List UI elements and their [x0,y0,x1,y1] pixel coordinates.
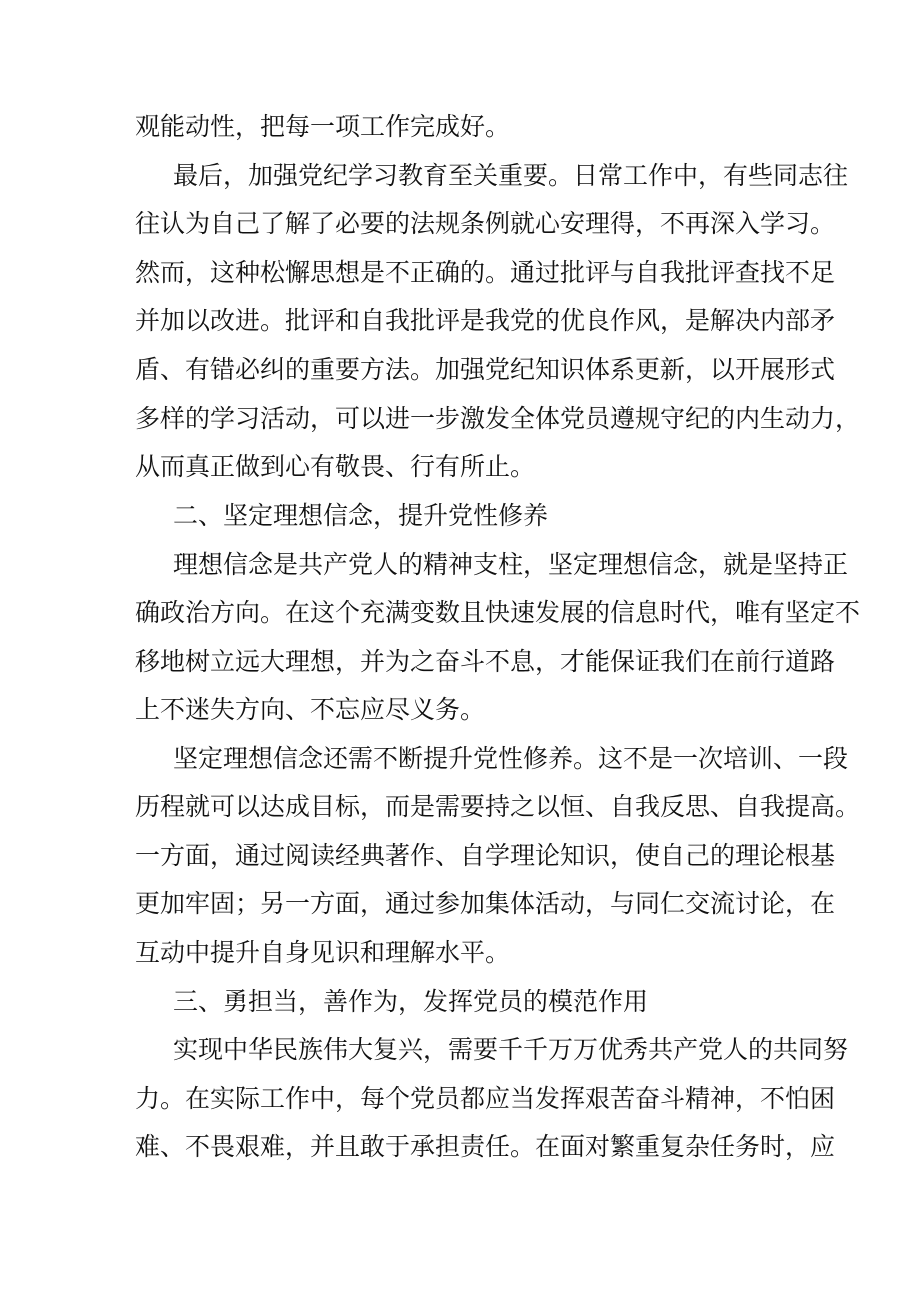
text-line: 盾、有错必纠的重要方法。加强党纪知识体系更新，以开展形式 [135,355,836,384]
text-line: 多样的学习活动，可以进一步激发全体党员遵规守纪的内生动力， [135,404,861,433]
text-line: 并加以改进。批评和自我批评是我党的优良作风，是解决内部矛 [135,306,836,335]
text-line: 互动中提升自身见识和理解水平。 [135,938,511,967]
text-line: 理想信念是共产党人的精神支柱，坚定理想信念，就是坚持正 [173,550,849,579]
text-line: 难、不畏艰难，并且敢于承担责任。在面对繁重复杂任务时，应 [135,1132,836,1161]
text-line: 坚定理想信念还需不断提升党性修养。这不是一次培训、一段 [173,744,849,773]
text-line: 从而真正做到心有敬畏、行有所止。 [135,452,536,481]
text-line: 力。在实际工作中，每个党员都应当发挥艰苦奋斗精神，不怕困 [135,1084,836,1113]
section-heading: 二、坚定理想信念，提升党性修养 [173,501,549,530]
text-line: 一方面，通过阅读经典著作、自学理论知识，使自己的理论根基 [135,841,836,870]
text-line: 移地树立远大理想，并为之奋斗不息，才能保证我们在前行道路 [135,647,836,676]
text-line: 然而，这种松懈思想是不正确的。通过批评与自我批评查找不足 [135,258,836,287]
section-heading: 三、勇担当，善作为，发挥党员的模范作用 [173,987,649,1016]
text-line: 往认为自己了解了必要的法规条例就心安理得，不再深入学习。 [135,209,836,238]
text-line: 观能动性，把每一项工作完成好。 [135,112,511,141]
text-line: 更加牢固；另一方面，通过参加集体活动，与同仁交流讨论，在 [135,889,836,918]
text-line: 历程就可以达成目标，而是需要持之以恒、自我反思、自我提高。 [135,792,861,821]
text-line: 实现中华民族伟大复兴，需要千千万万优秀共产党人的共同努 [173,1035,849,1064]
text-line: 上不迷失方向、不忘应尽义务。 [135,695,486,724]
text-line: 确政治方向。在这个充满变数且快速发展的信息时代，唯有坚定不 [135,598,861,627]
text-line: 最后，加强党纪学习教育至关重要。日常工作中，有些同志往 [173,161,849,190]
